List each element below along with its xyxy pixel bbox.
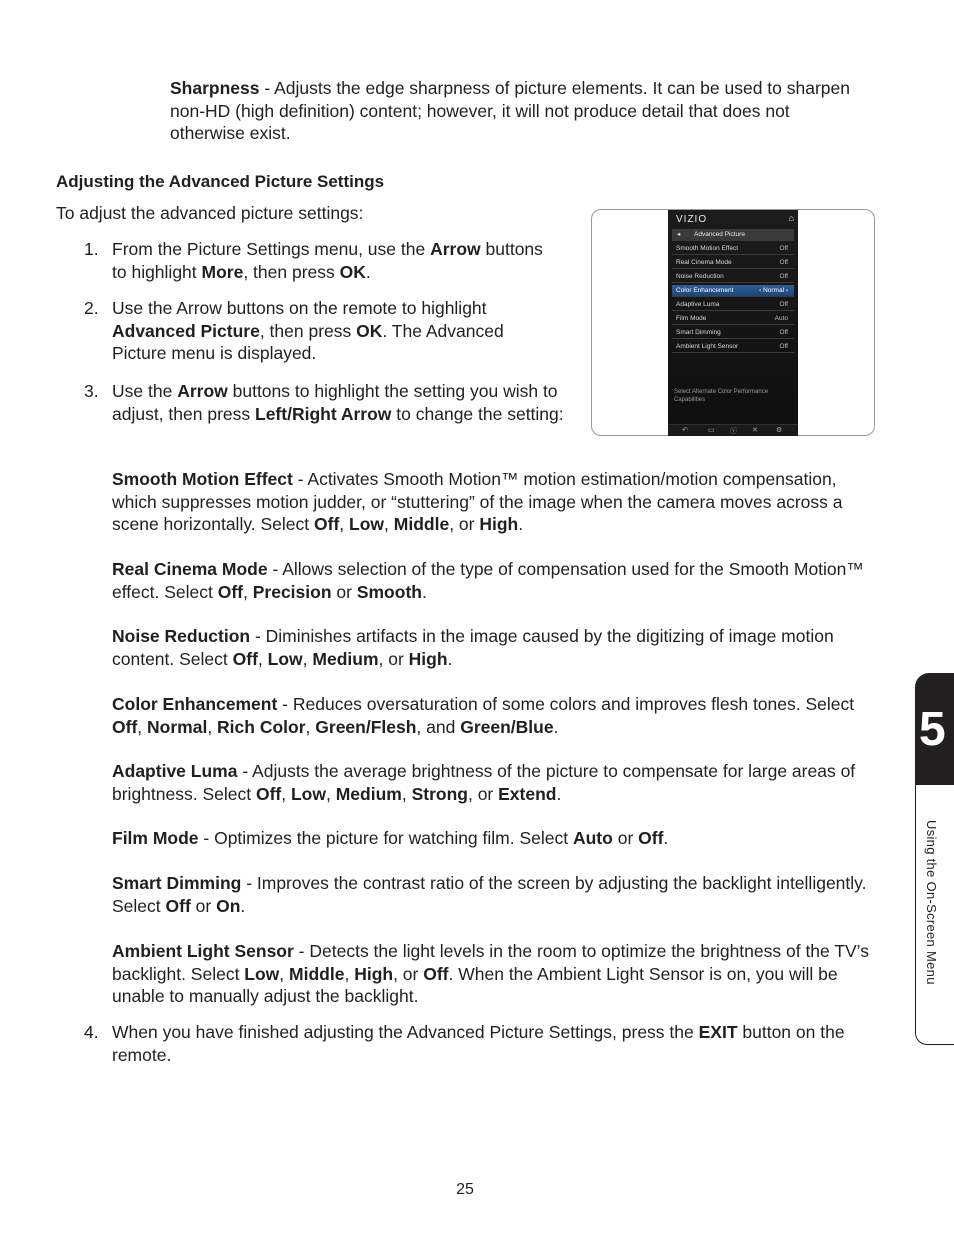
step-2-text: Use the Arrow buttons on the remote to highlight Advanced Picture, then press OK. The Advanced Picture menu is displayed.: [112, 298, 504, 364]
setting-smooth-motion-effect: Smooth Motion Effect - Activates Smooth Motion™ motion estimation/motion compensation, which suppresses motion judder, or “stuttering” of the image when the camera moves across a scene horizontally. Select Off, Low, Middle, or High.: [112, 469, 843, 535]
tv-menu-row: Adaptive Luma Off: [672, 299, 794, 311]
step-number: 3.: [84, 381, 99, 401]
sharpness-paragraph: Sharpness - Adjusts the edge sharpness of picture elements. It can be used to sharpen non-HD (high definition) content; however, it will not produce detail that does not otherwise exist.: [170, 78, 850, 144]
vizio-v-icon: ⓥ: [730, 428, 737, 435]
home-icon: ⌂: [788, 213, 794, 223]
setting-real-cinema-mode: Real Cinema Mode - Allows selection of the type of compensation used for the Smooth Motion™ effect. Select Off, Precision or Smooth.: [112, 559, 864, 602]
back-arrow-icon: ◂: [677, 231, 681, 238]
tv-menu-screenshot: [668, 210, 798, 436]
tv-menu-row: Smooth Motion Effect Off: [672, 243, 794, 255]
section-title: Adjusting the Advanced Picture Settings: [56, 172, 385, 191]
intro-text: To adjust the advanced picture settings:: [56, 203, 364, 223]
setting-film-mode: Film Mode - Optimizes the picture for watching film. Select Auto or Off.: [112, 828, 669, 848]
tv-menu-row: Smart Dimming Off: [672, 327, 794, 339]
step-1-text: From the Picture Settings menu, use the Arrow buttons to highlight More, then press OK.: [112, 239, 543, 282]
step-4-text: When you have finished adjusting the Advanced Picture Settings, press the EXIT button on the remote.: [112, 1022, 845, 1065]
setting-noise-reduction: Noise Reduction - Diminishes artifacts in the image caused by the digitizing of image motion content. Select Off, Low, Medium, or High.: [112, 626, 834, 669]
tv-button-bar: [668, 424, 798, 436]
tv-menu-row-selected: Color Enhancement ‹ Normal ›: [672, 285, 794, 297]
sharpness-term: Sharpness: [170, 78, 260, 98]
step-number: 4.: [84, 1022, 99, 1042]
setting-smart-dimming: Smart Dimming - Improves the contrast ratio of the screen by adjusting the backlight intelligently. Select Off or On.: [112, 873, 867, 916]
back-icon: ↶: [682, 427, 688, 434]
gear-icon: ⚙: [776, 427, 783, 434]
setting-color-enhancement: Color Enhancement - Reduces oversaturation of some colors and improves flesh tones. Select Off, Normal, Rich Color, Green/Flesh, and Green/Blue.: [112, 694, 855, 737]
chapter-number: 5: [919, 703, 946, 756]
step-3-text: Use the Arrow buttons to highlight the setting you wish to adjust, then press Left/Right Arrow to change the setting:: [112, 381, 564, 424]
vizio-logo: VIZIO: [676, 214, 708, 225]
close-icon: ✕: [752, 427, 758, 434]
tv-menu-row: Film Mode Auto: [672, 313, 794, 325]
tv-menu-row: Ambient Light Sensor Off: [672, 341, 794, 353]
menu-icon: ▭: [708, 427, 715, 434]
page-number: 25: [456, 1181, 474, 1198]
step-number: 2.: [84, 298, 99, 318]
chapter-label: Using the On-Screen Menu: [924, 820, 939, 985]
step-number: 1.: [84, 239, 99, 259]
tv-submenu-header: ◂ Advanced Picture: [672, 229, 794, 241]
setting-adaptive-luma: Adaptive Luma - Adjusts the average brightness of the picture to compensate for large areas of brightness. Select Off, Low, Medium, Strong, or Extend.: [112, 761, 856, 804]
tv-help-text: Select Alternate Color Performance Capabilities: [674, 389, 769, 403]
tv-menu-row: Real Cinema Mode Off: [672, 257, 794, 269]
tv-menu-row: Noise Reduction Off: [672, 271, 794, 283]
setting-ambient-light-sensor: Ambient Light Sensor - Detects the light levels in the room to optimize the brightness of the TV’s backlight. Select Low, Middle, High, or Off. When the Ambient Light Sensor is on, you will be unable to manually adjust the backlight.: [112, 941, 870, 1007]
